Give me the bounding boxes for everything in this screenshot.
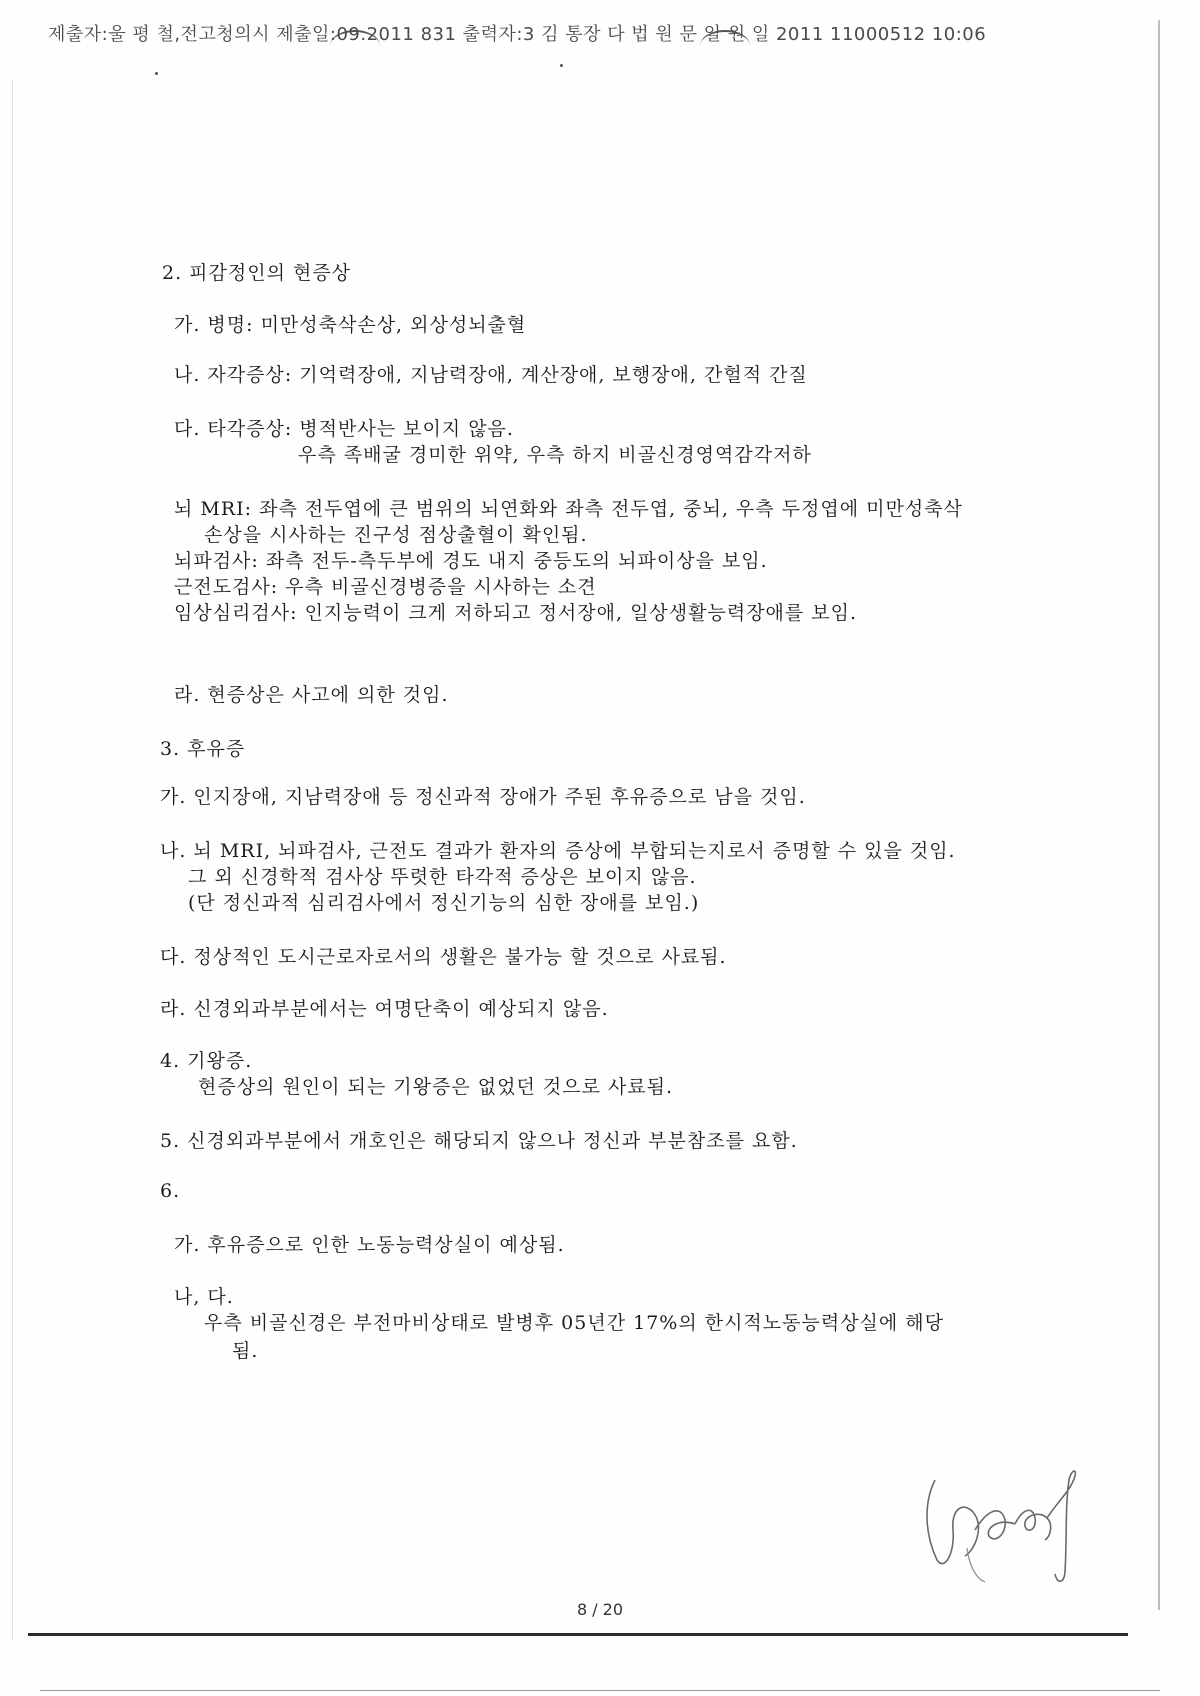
section-2-da-objective: 다. 타각증상: 병적반사는 보이지 않음. [174, 418, 514, 440]
section-2-da-objective-cont: 우측 족배굴 경미한 위약, 우측 하지 비골신경영역감각저하 [298, 444, 812, 466]
section-2-eeg: 뇌파검사: 좌측 전두-측두부에 경도 내지 중등도의 뇌파이상을 보임. [174, 550, 768, 572]
section-2-na-subjective: 나. 자각증상: 기억력장애, 지남력장애, 계산장애, 보행장애, 간헐적 간질 [174, 364, 808, 386]
section-6-body-cont: 됨. [232, 1340, 259, 1362]
handwritten-signature [915, 1460, 1115, 1590]
section-3-ra: 라. 신경외과부분에서는 여명단축이 예상되지 않음. [160, 998, 609, 1020]
scan-speck [560, 64, 563, 67]
section-3-heading: 3. 후유증 [160, 738, 246, 760]
scan-edge-right [1158, 20, 1160, 1610]
footer-rule [28, 1633, 1128, 1636]
section-4-body: 현증상의 원인이 되는 기왕증은 없었던 것으로 사료됨. [198, 1076, 674, 1098]
section-3-ga: 가. 인지장애, 지남력장애 등 정신과적 장애가 주된 후유증으로 남을 것임. [160, 786, 806, 808]
section-2-psych: 임상심리검사: 인지능력이 크게 저하되고 정서장애, 일상생활능력장애를 보임. [174, 602, 858, 624]
section-4-heading: 4. 기왕증. [160, 1050, 253, 1072]
section-6-nada: 나, 다. [174, 1286, 234, 1308]
section-2-emg: 근전도검사: 우측 비골신경병증을 시사하는 소견 [174, 576, 597, 598]
section-3-na-cont: 그 외 신경학적 검사상 뚜렷한 타각적 증상은 보이지 않음. [188, 866, 697, 888]
section-2-mri-cont: 손상을 시사하는 진구성 점상출혈이 확인됨. [204, 524, 588, 546]
section-2-heading: 2. 피감정인의 현증상 [162, 262, 352, 284]
section-3-na: 나. 뇌 MRI, 뇌파검사, 근전도 결과가 환자의 증상에 부합되는지로서 증명할 수 있을 것임. [160, 840, 956, 862]
section-6-body: 우측 비골신경은 부전마비상태로 발병후 05년간 17%의 한시적노동능력상실에 해당 [204, 1312, 945, 1334]
section-6-ga: 가. 후유증으로 인한 노동능력상실이 예상됨. [174, 1234, 565, 1256]
scan-speck [155, 72, 158, 75]
section-2-mri: 뇌 MRI: 좌측 전두엽에 큰 범위의 뇌연화와 좌측 전두엽, 중뇌, 우측 두정엽에 미만성축삭 [174, 498, 963, 520]
section-6-heading: 6. [160, 1180, 181, 1202]
section-5-text: 5. 신경외과부분에서 개호인은 해당되지 않으나 정신과 부분참조를 요함. [160, 1130, 798, 1152]
fax-transmission-header: 제출자:울 평 철,전고청의시 제출일:09.2011 831 출력자:3 김 통장 다 법 원 문 일 원 일 2011 11000512 10:06 [48, 24, 987, 45]
page-number: 8 / 20 [576, 1600, 624, 1619]
footer-scan-line [40, 1690, 1160, 1691]
scan-edge-left [12, 80, 13, 1640]
section-3-na-note: (단 정신과적 심리검사에서 정신기능의 심한 장애를 보임.) [188, 892, 700, 914]
section-2-ra: 라. 현증상은 사고에 의한 것임. [174, 684, 449, 706]
section-2-ga-diagnosis: 가. 병명: 미만성축삭손상, 외상성뇌출혈 [174, 314, 527, 336]
section-3-da: 다. 정상적인 도시근로자로서의 생활은 불가능 할 것으로 사료됨. [160, 946, 727, 968]
